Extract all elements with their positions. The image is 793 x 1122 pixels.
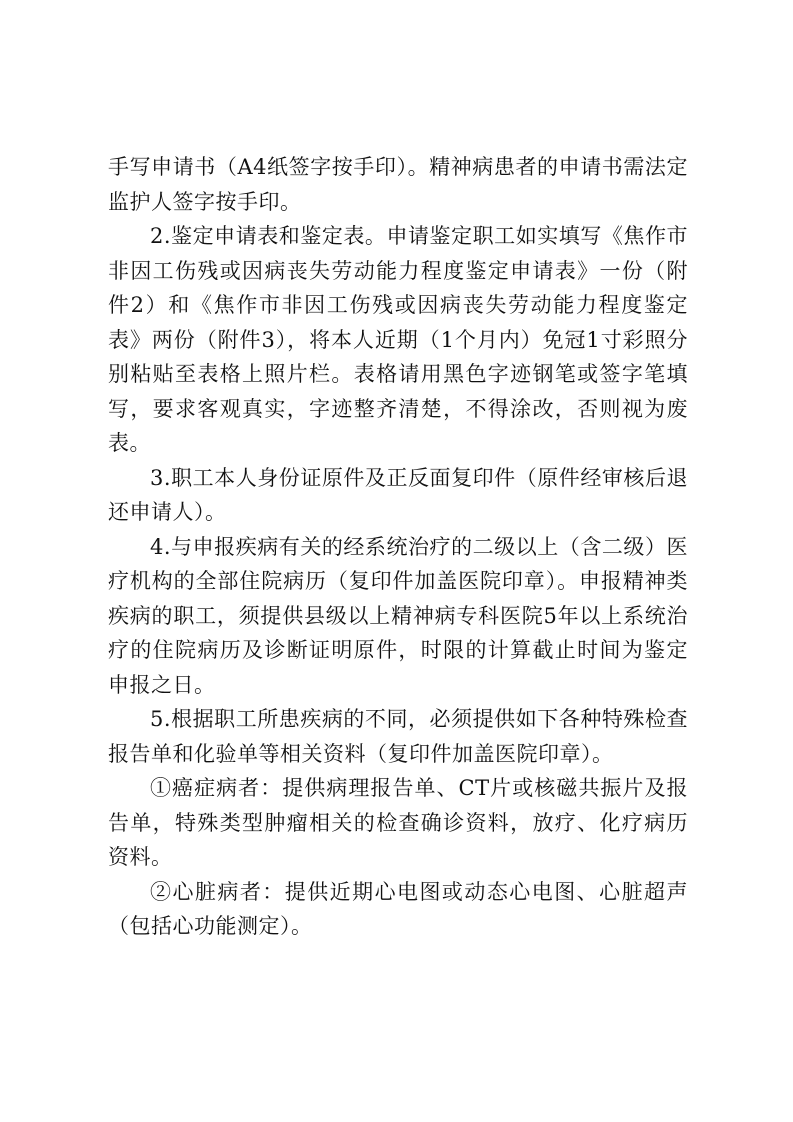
paragraph-heart: ②心脏病者：提供近期心电图或动态心电图、心脏超声（包括心功能测定）。 — [108, 879, 688, 938]
paragraph-continuation: 手写申请书（A4纸签字按手印）。精神病患者的申请书需法定监护人签字按手印。 — [108, 155, 688, 214]
paragraph-item-2: 2.鉴定申请表和鉴定表。申请鉴定职工如实填写《焦作市非因工伤残或因病丧失劳动能力程度鉴定申请表》一份（附件2）和《焦作市非因工伤残或因病丧失劳动能力程度鉴定表》两份（附件3），将本人近期（1个月内）免冠1寸彩照分别粘贴至表格上照片栏。表格请用黑色字迹钢笔或签字笔填写，要求客观真实，字迹整齐清楚，不得涂改，否则视为废表。 — [108, 224, 688, 455]
paragraph-cancer: ①癌症病者：提供病理报告单、CT片或核磁共振片及报告单，特殊类型肿瘤相关的检查确诊资料，放疗、化疗病历资料。 — [108, 776, 688, 869]
document-body — [108, 150, 688, 944]
paragraph-item-5: 5.根据职工所患疾病的不同，必须提供如下各种特殊检查报告单和化验单等相关资料（复印件加盖医院印章）。 — [108, 707, 688, 766]
paragraph-item-3: 3.职工本人身份证原件及正反面复印件（原件经审核后退还申请人）。 — [108, 465, 688, 524]
paragraph-item-4: 4.与申报疾病有关的经系统治疗的二级以上（含二级）医疗机构的全部住院病历（复印件加盖医院印章）。申报精神类疾病的职工，须提供县级以上精神病专科医院5年以上系统治疗的住院病历及诊断证明原件，时限的计算截止时间为鉴定申报之日。 — [108, 534, 688, 697]
